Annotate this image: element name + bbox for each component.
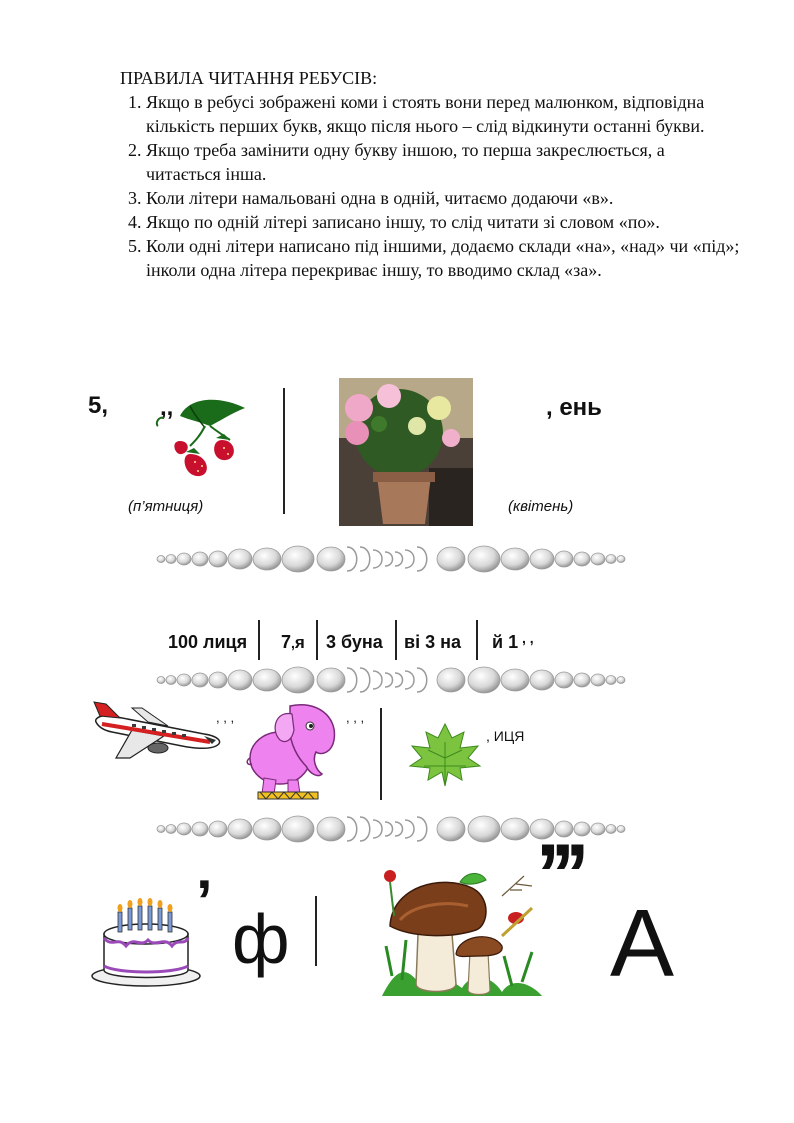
cell-vi-3-na: ві 3 на [404, 632, 461, 652]
divider-line [258, 620, 260, 660]
plane-commas: , , , [216, 710, 235, 725]
rebus-suffix: , ень [546, 394, 602, 421]
airplane-icon [92, 700, 226, 762]
letter-a: А [610, 890, 675, 997]
elephant-commas: , , , [346, 710, 365, 725]
divider-line [283, 388, 285, 514]
cell-3-buna: 3 буна [326, 632, 383, 652]
birthday-cake-icon [88, 896, 204, 988]
pearl-divider [155, 663, 630, 697]
leaf-suffix: , ИЦЯ [486, 728, 525, 744]
elephant-icon [246, 700, 342, 800]
cell-y-1-commas: , , [522, 630, 534, 646]
cell-7ya-text: я [294, 633, 305, 652]
mushroom-commas: ’’’ [536, 827, 584, 923]
rule-item: 2. Якщо треба замінити одну букву іншою, то перша закреслюється, а читається інша. [146, 138, 740, 186]
rule-item: 1. Якщо в ребусі зображені коми і стоять вони перед малюнком, відповідна кількість перших букв, якщо після нього – слід відкинути останні букви. [146, 90, 740, 138]
cake-comma: ’ [196, 868, 213, 935]
divider-line [395, 620, 397, 660]
rebus-number: 5, [88, 392, 109, 419]
rebus-commas: ,, [160, 394, 174, 421]
rules-title: ПРАВИЛА ЧИТАННЯ РЕБУСІВ: [120, 68, 378, 88]
pearl-divider [155, 542, 630, 576]
rule-item: 3. Коли літери намальовані одна в одній, читаємо додаючи «в». [146, 186, 740, 210]
cell-100-lytsia: 100 лиця [168, 632, 248, 652]
divider-line [316, 620, 318, 660]
caption-kviten: (квітень) [508, 498, 574, 515]
cell-7ya: 7,я [281, 632, 305, 652]
caption-pyatnytsia: (п’ятниця) [128, 498, 204, 515]
hydrangea-pot-photo [339, 378, 473, 526]
rules-block [120, 66, 740, 282]
maple-leaf-icon [408, 722, 482, 788]
rule-item: 5. Коли одні літери написано під іншими, додаємо склади «на», «над» чи «під»; інколи одна літера перекриває іншу, то вводимо склад «за». [146, 234, 740, 282]
divider-line [476, 620, 478, 660]
letter-f: ф [232, 900, 290, 978]
cell-y-1: й 1 [492, 632, 519, 652]
rules-list [120, 90, 740, 282]
mushroom-icon [372, 856, 550, 1002]
divider-line [315, 896, 317, 966]
divider-line [380, 708, 382, 800]
rule-item: 4. Якщо по одній літері записано іншу, то слід читати зі словом «по». [146, 210, 740, 234]
strawberry-icon [150, 396, 250, 486]
